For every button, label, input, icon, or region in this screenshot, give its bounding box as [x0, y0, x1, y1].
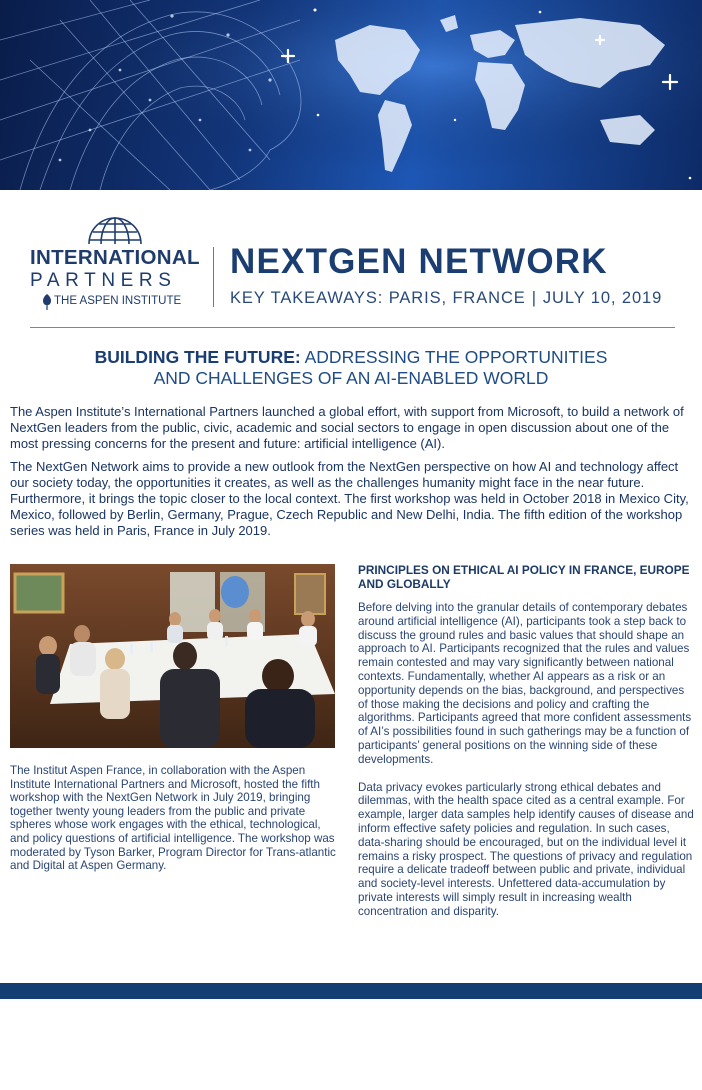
- subtitle-location: KEY TAKEAWAYS: PARIS, FRANCE: [230, 289, 526, 307]
- section-heading-line2: AND CHALLENGES OF AN AI-ENABLED WORLD: [153, 368, 549, 388]
- principles-heading: PRINCIPLES ON ETHICAL AI POLICY IN FRANCE, EUROPE AND GLOBALLY: [358, 563, 690, 591]
- header-divider: [213, 247, 214, 307]
- section-heading-bold: BUILDING THE FUTURE:: [94, 347, 301, 367]
- international-partners-logo: [30, 214, 200, 314]
- workshop-photo: [10, 564, 335, 748]
- intro-paragraph-2: The NextGen Network aims to provide a new outlook from the NextGen perspective on how AI and technology affect our society today, the opportunities it creates, as well as the challenges humanity might face in the near future. Furthermore, it brings the topic closer to the local context. The first workshop was held in October 2018 in Mexico City, Mexico, followed by Berlin, Germany, Prague, Czech Republic and New Delhi, India. The fifth edition of the workshop series was held in Paris, France in July 2019.: [10, 459, 689, 538]
- principles-paragraph-2: Data privacy evokes particularly strong ethical debates and dilemmas, with the health space cited as a central example. For example, larger data samples help identify causes of disease and inform effective safety policies and regulation. In such cases, data-sharing should be encouraged, but on the individual level it remains a risky prospect. The questions of privacy and regulation require a delicate tradeoff between public and private, individual and society-level interests. Unfettered data-accumulation by private interests will simply result in increasing wealth concentration and disparity.: [358, 780, 694, 918]
- page-title: NEXTGEN NETWORK: [230, 242, 608, 281]
- aspen-tree-icon: [42, 294, 52, 310]
- principles-paragraph-1: Before delving into the granular details of contemporary debates around artificial intelligence (AI), participants took a step back to discuss the ground rules and basic values that should shape an approach to AI. Participants recognized that the rules and values remain contested and may vary significantly between national contexts. Fundamentally, whether AI appears as a risk or an opportunity depends on the bias, background, and perspectives of those making the decisions and policy and crafting the algorithms. Participants agreed that more confident assessments of AI’s possibilities found in such gatherings may be a function of participants’ general positions on the winning side of these developments.: [358, 601, 692, 766]
- page-subtitle: [230, 289, 662, 308]
- logo-line-aspen: THE ASPEN INSTITUTE: [54, 295, 182, 307]
- header-banner-image: [0, 0, 702, 190]
- footer-bar: [0, 983, 702, 999]
- globe-icon: [87, 214, 143, 246]
- photo-caption: The Institut Aspen France, in collaboration with the Aspen Institute International Partners and Microsoft, hosted the fifth workshop with the NextGen Network in July 2019, bringing together twenty young leaders from the public and private spheres whose work engages with the ethical, technological, and policy questions of artificial intelligence. The workshop was moderated by Tyson Barker, Program Director for Trans-atlantic and Digital at Aspen Germany.: [10, 764, 336, 873]
- intro-paragraph-1: The Aspen Institute’s International Partners launched a global effort, with support from Microsoft, to build a network of NextGen leaders from the public, civic, academic and social sectors to engage in open discussion about one of the most pressing concerns for the present and future: artificial intelligence (AI).: [10, 404, 684, 451]
- subtitle-separator: |: [531, 289, 537, 307]
- logo-line-international: INTERNATIONAL: [30, 246, 200, 269]
- logo-line-partners: PARTNERS: [30, 270, 177, 291]
- principles-column: [358, 564, 694, 919]
- section-heading-line1: ADDRESSING THE OPPORTUNITIES: [304, 347, 608, 367]
- subtitle-date: JULY 10, 2019: [542, 289, 663, 307]
- section-heading: [0, 347, 702, 389]
- header-rule: [30, 327, 675, 328]
